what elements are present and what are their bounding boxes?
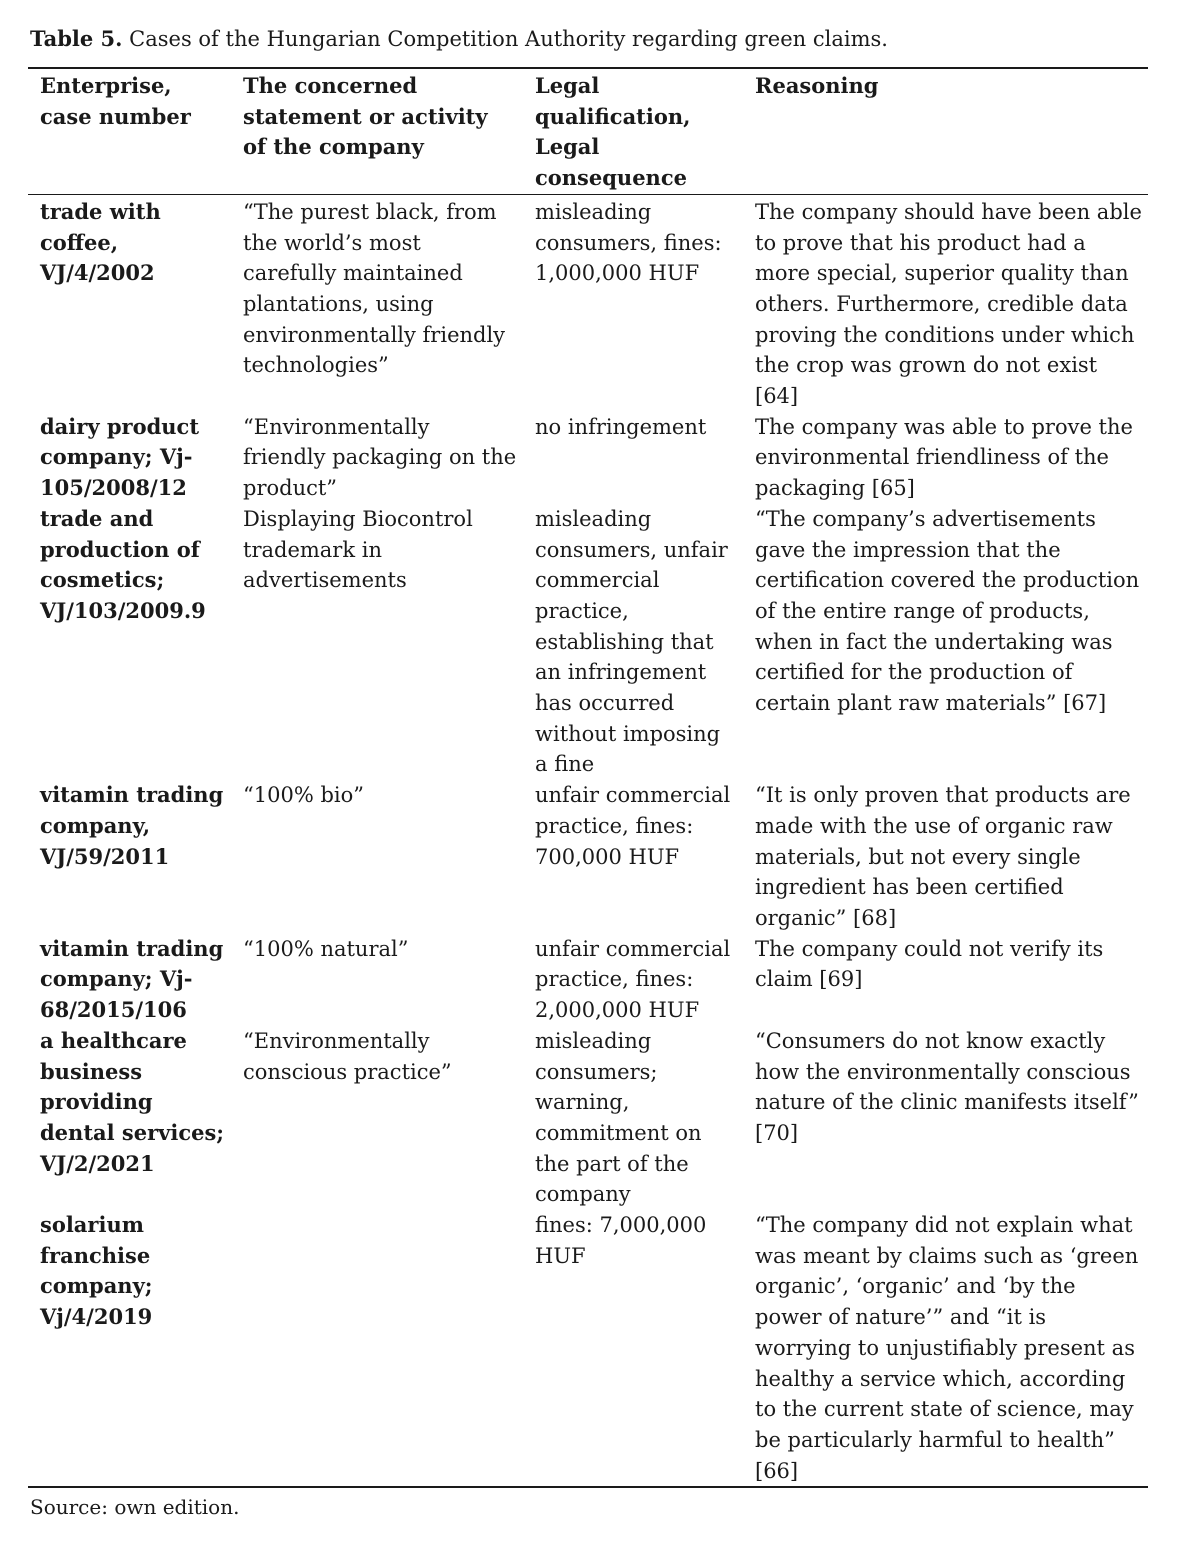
table-caption-label: Table 5.: [30, 26, 123, 51]
table-row: [28, 1026, 1148, 1210]
cell-legal: misleading consumers; warning, commitment on the part of the company: [535, 1028, 702, 1207]
table-row: [28, 780, 1148, 934]
header-legal: Legal qualification, Legal consequence: [535, 73, 691, 191]
cell-statement: “The purest black, from the world’s most carefully maintained plantations, using environmentally friendly technologies”: [243, 199, 506, 378]
table-caption-text: Cases of the Hungarian Competition Authority regarding green claims.: [129, 27, 888, 51]
table-header-row: [28, 69, 1148, 194]
table-row: [28, 504, 1148, 780]
source-note: Source: own edition.: [30, 1495, 240, 1519]
header-reasoning: Reasoning: [755, 73, 879, 98]
header-enterprise: Enterprise, case number: [40, 73, 191, 129]
table-row: [28, 194, 1148, 411]
cell-legal: unfair commercial practice, fines: 700,000 HUF: [535, 783, 731, 869]
cell-statement: [231, 1210, 523, 1486]
cell-reasoning: “It is only proven that products are made with the use of organic raw materials, but not every single ingredient has been certified organic” [68]: [755, 783, 1131, 930]
cell-reasoning: “The company’s advertisements gave the impression that the certification covered the production of the entire range of products, when in fact the undertaking was certified for the production of certain plant raw materials” [67]: [755, 506, 1140, 716]
cell-reasoning: “The company did not explain what was meant by claims such as ‘green organic’, ‘organic’ and ‘by the power of nature’” and “it is worrying to unjustifiably present as healthy a service which, according to the current state of science, may be particularly harmful to health” [66]: [755, 1213, 1139, 1483]
cell-legal: misleading consumers, fines: 1,000,000 HUF: [535, 199, 722, 286]
cell-legal: fines: 7,000,000 HUF: [535, 1213, 707, 1268]
cell-statement: “Environmentally friendly packaging on the product”: [243, 414, 517, 501]
cell-enterprise: a healthcare business providing dental services; VJ/2/2021: [40, 1027, 225, 1176]
cell-enterprise: vitamin trading company, VJ/59/2011: [40, 782, 224, 869]
cell-legal: unfair commercial practice, fines: 2,000,000 HUF: [535, 936, 731, 1023]
cell-enterprise: dairy product company; Vj-105/2008/12: [40, 413, 200, 501]
header-statement: The concerned statement or activity of the company: [243, 73, 488, 160]
table-row: [28, 934, 1148, 1026]
cell-reasoning: The company was able to prove the environmental friendliness of the packaging [65]: [755, 414, 1133, 501]
cell-enterprise: solarium franchise company; Vj/4/2019: [40, 1212, 153, 1330]
cell-enterprise: trade and production of cosmetics; VJ/103/2009.9: [40, 505, 206, 623]
table-row: [28, 1210, 1148, 1486]
cell-reasoning: The company should have been able to prove that his product had a more special, superior quality than others. Furthermore, credible data proving the conditions under which the crop was grown do not exist [64]: [755, 199, 1142, 409]
cell-statement: “Environmentally conscious practice”: [243, 1028, 452, 1084]
table-caption: [30, 24, 888, 54]
cell-legal: misleading consumers, unfair commercial practice, establishing that an infringement has occurred without imposing a fine: [535, 506, 728, 777]
cell-reasoning: The company could not verify its claim [69]: [755, 936, 1104, 992]
cell-statement: “100% bio”: [243, 783, 364, 808]
cell-enterprise: vitamin trading company; Vj-68/2015/106: [40, 935, 224, 1023]
cell-enterprise: trade with coffee, VJ/4/2002: [40, 198, 161, 286]
table-row: [28, 412, 1148, 504]
cell-statement: “100% natural”: [243, 936, 409, 961]
cell-reasoning: “Consumers do not know exactly how the environmentally conscious nature of the clinic manifests itself” [70]: [755, 1028, 1139, 1145]
cell-statement: Displaying Biocontrol trademark in advertisements: [243, 506, 473, 593]
cell-legal: no infringement: [535, 414, 707, 439]
green-claims-table: [28, 67, 1148, 1488]
